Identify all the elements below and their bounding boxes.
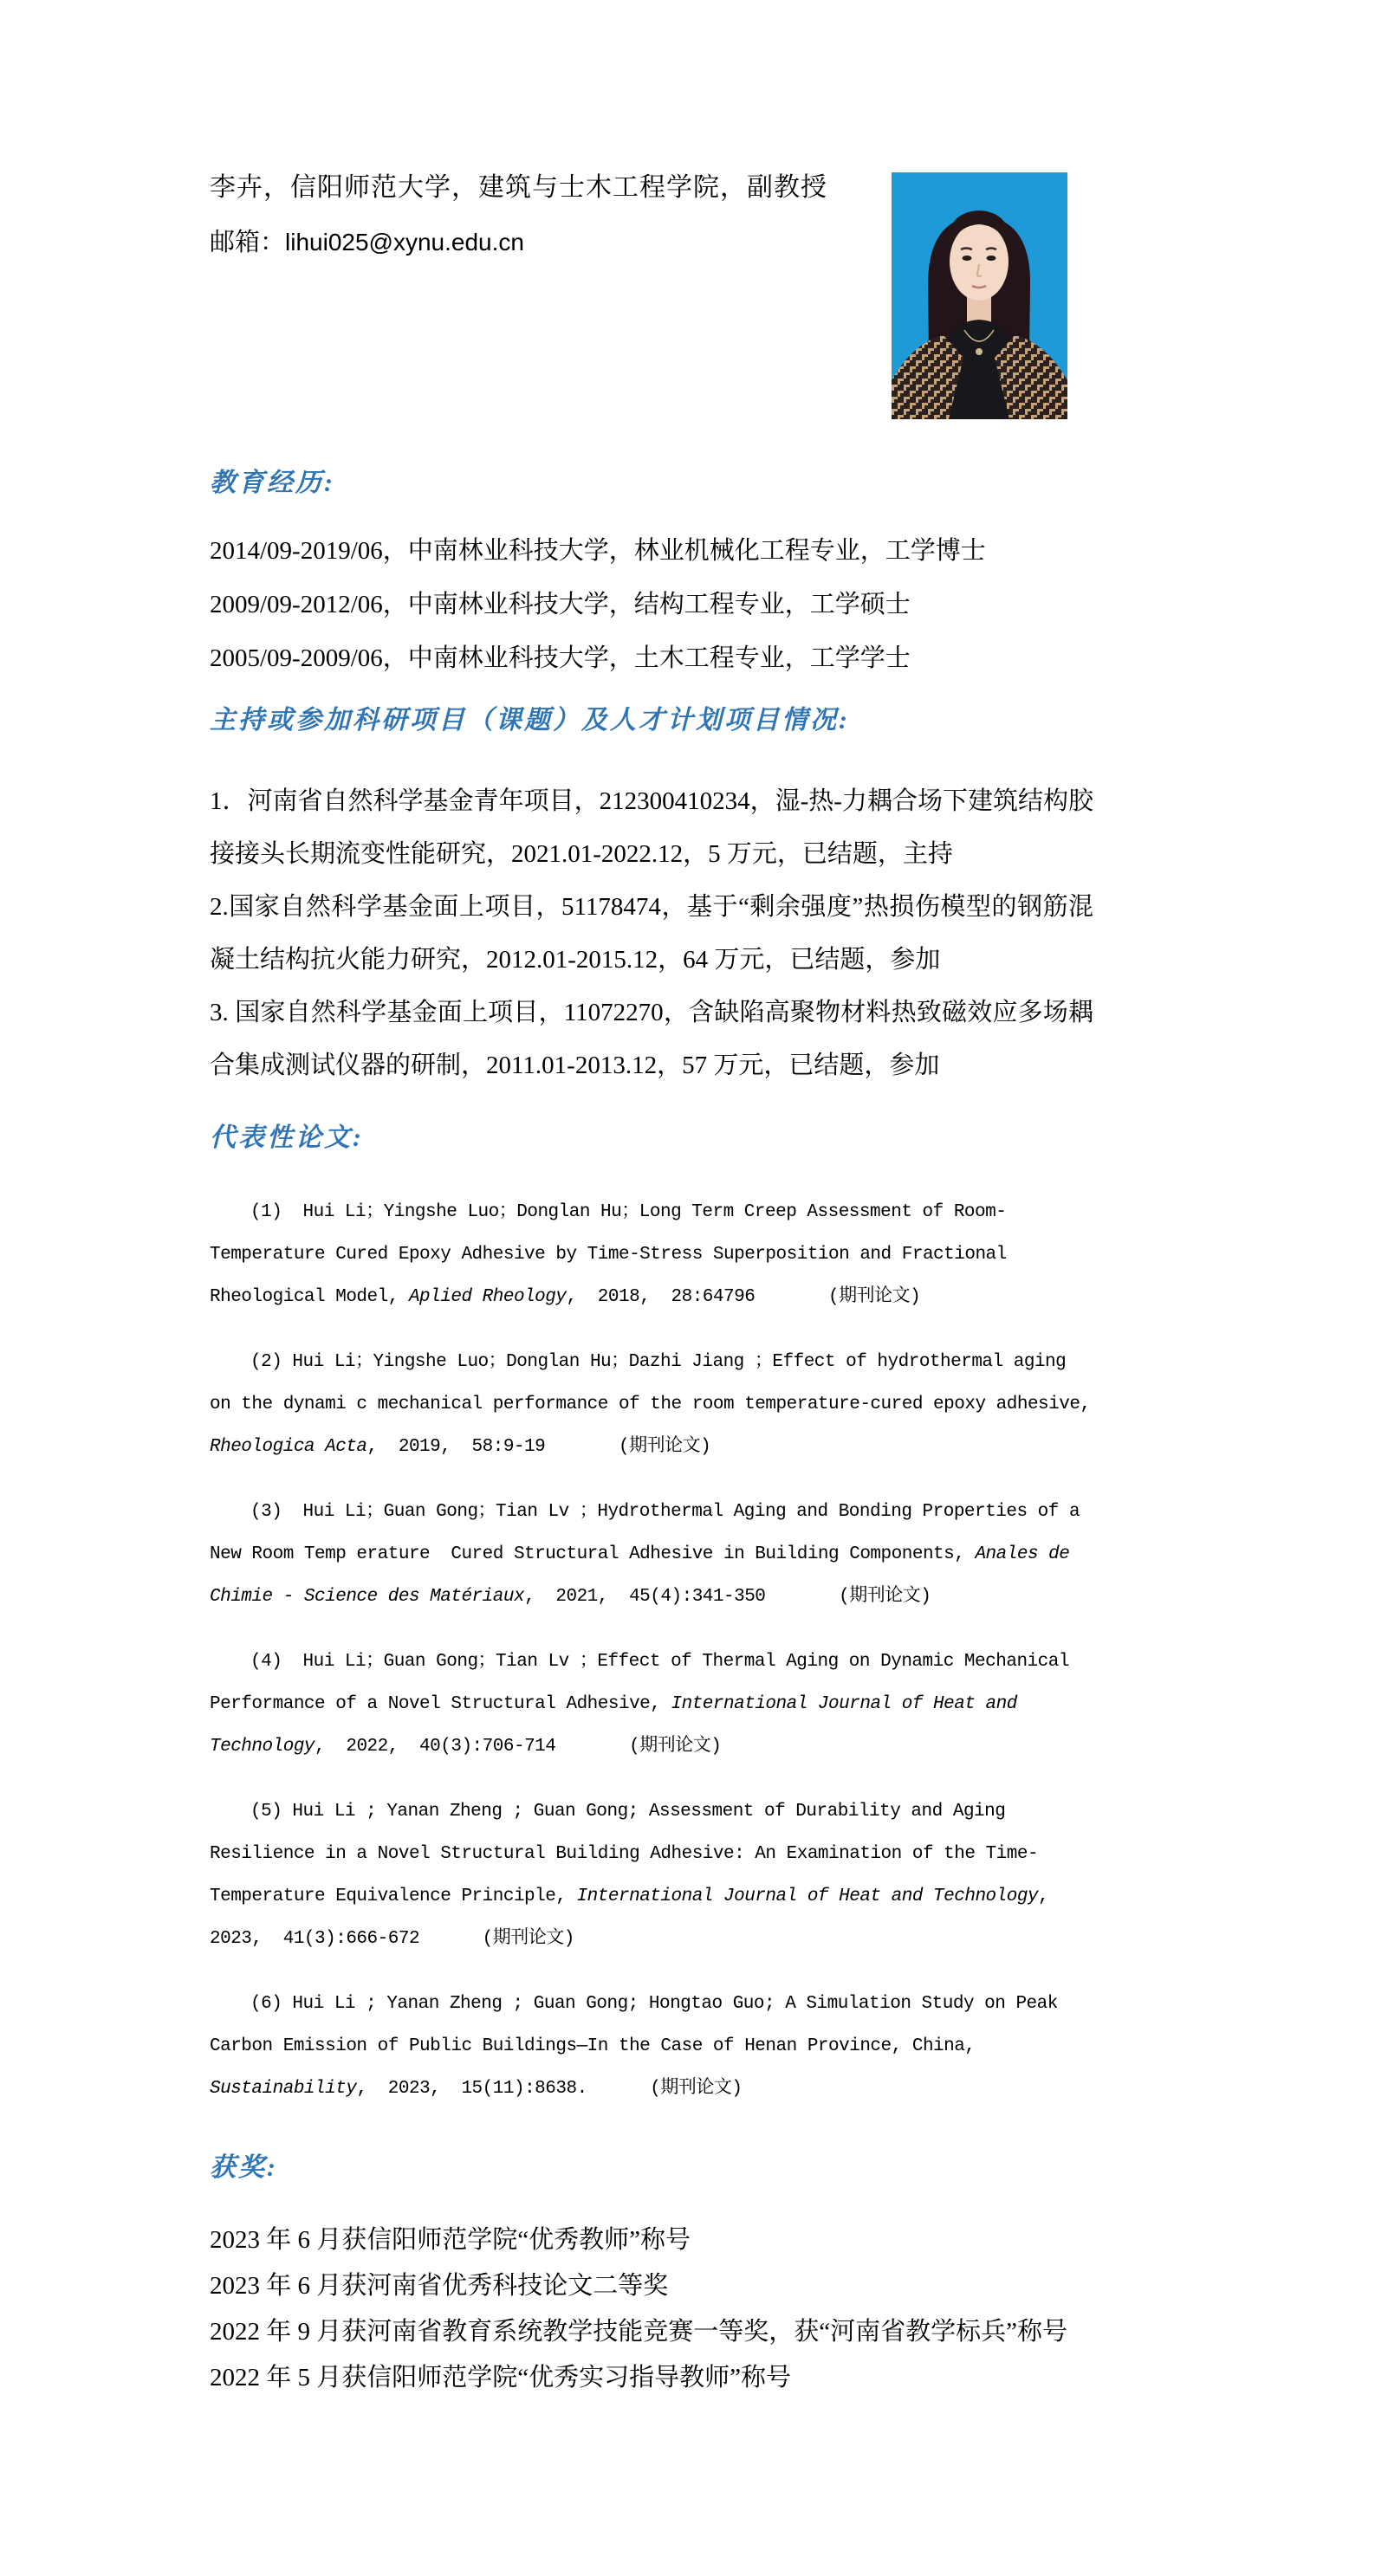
education-list [210,524,1093,685]
education-item: 2014/09-2019/06，中南林业科技大学，林业机械化工程专业，工学博士 [210,537,986,565]
paper-item [210,1491,1093,1618]
education-item: 2009/09-2012/06，中南林业科技大学，结构工程专业，工学硕士 [210,591,911,618]
section-heading-projects: 主持或参加科研项目（课题）及人才计划项目情况: [210,706,850,735]
paper-item [210,1191,1093,1318]
profile-photo [892,172,1067,419]
email-label: 邮箱： [210,229,286,256]
project-item: 3. 国家自然科学基金面上项目，11072270，含缺陷高聚物材料热致磁效应多场耦合集成测试仪器的研制，2011.01-2013.12，57 万元，已结题，参加 [210,999,1093,1079]
person-name-title-line: 李卉，信阳师范大学，建筑与士木工程学院，副教授 [210,173,827,202]
section-heading-education: 教育经历: [210,469,335,497]
paper-item [210,1983,1093,2110]
journal-name: Anales de Chimie - Science des Matériaux [210,1544,1080,1607]
journal-name: International Journal of Heat and Technology [576,1887,1039,1906]
paper-citation-tail: , 2019, 58:9-19 (期刊论文) [366,1437,711,1457]
award-list [210,2217,1093,2401]
award-item: 2023 年 6 月获河南省优秀科技论文二等奖 [210,2272,669,2300]
paper-citation-tail: , 2018, 28:64796 (期刊论文) [566,1287,921,1307]
paper-citation: (4) Hui Li；Guan Gong；Tian Lv ；Effect of Thermal Aging on Dynamic Mechanical Performance of a Novel Structural Adhesive, [210,1652,1080,1714]
award-item: 2023 年 6 月获信阳师范学院“优秀教师”称号 [210,2226,691,2254]
award-item: 2022 年 5 月获信阳师范学院“优秀实习指导教师”称号 [210,2364,791,2392]
journal-name: Sustainability [210,2079,357,2099]
paper-citation: (5) Hui Li ; Yanan Zheng ; Guan Gong; Assessment of Durability and Aging Resilience in a Novel Structural Building Adhesive: An Examination of the Time-Temperature Equivalence Principle, [210,1802,1039,1906]
journal-name: International Journal of Heat and Technology [210,1694,1028,1757]
education-item: 2005/09-2009/06，中南林业科技大学，土木工程专业，工学学士 [210,644,911,672]
paper-list [210,1191,1101,2110]
project-item: 2.国家自然科学基金面上项目，51178474，基于“剩余强度”热损伤模型的钢筋混凝土结构抗火能力研究，2012.01-2015.12，64 万元，已结题，参加 [210,893,1093,974]
paper-citation: (3) Hui Li；Guan Gong；Tian Lv ；Hydrothermal Aging and Bonding Properties of a New Room Temp erature Cured Structural Adhesive in Building Components, [210,1502,1091,1564]
journal-name: Rheologica Acta [210,1437,367,1457]
document-content [210,171,1101,2401]
paper-item [210,1641,1093,1768]
award-item: 2022 年 9 月获河南省教育系统教学技能竞赛一等奖，获“河南省教学标兵”称号 [210,2318,1067,2346]
paper-citation: (1) Hui Li；Yingshe Luo；Donglan Hu；Long Term Creep Assessment of Room-Temperature Cured Epoxy Adhesive by Time-Stress Superposition and Fractional Rheological Model, [210,1202,1017,1307]
left-eye [963,256,972,261]
email-value: lihui025@xynu.edu.cn [285,229,524,256]
necklace-pendant [976,348,983,355]
project-list [210,775,1093,1092]
section-heading-awards: 获奖: [210,2153,278,2182]
paper-item [210,1790,1093,1960]
journal-name: Aplied Rheology [408,1287,567,1307]
paper-citation-tail: , 2022, 40(3):706-714 (期刊论文) [315,1737,722,1757]
paper-citation-tail: , 2023, 41(3):666-672 (期刊论文) [210,1887,1070,1949]
paper-citation-tail: , 2023, 15(11):8638. (期刊论文) [356,2079,743,2099]
right-eye [987,256,996,261]
face [950,223,1009,301]
paper-item [210,1341,1101,1468]
project-item: 1．河南省自然科学基金青年项目，212300410234，湿-热-力耦合场下建筑结构胶接接头长期流变性能研究，2021.01-2022.12，5 万元，已结题，主持 [210,787,1093,868]
paper-citation-tail: , 2021, 45(4):341-350 (期刊论文) [524,1587,931,1607]
paper-citation: (6) Hui Li ; Yanan Zheng ; Guan Gong; Hongtao Guo; A Simulation Study on Peak Carbon Emission of Public Buildings—In the Case of Henan Province, China, [210,1994,1068,2056]
paper-citation: (2) Hui Li；Yingshe Luo；Donglan Hu；Dazhi Jiang ；Effect of hydrothermal aging on the dynami c mechanical performance of the room temperature-cured epoxy adhesive, [210,1352,1101,1414]
section-heading-papers: 代表性论文: [210,1123,364,1152]
